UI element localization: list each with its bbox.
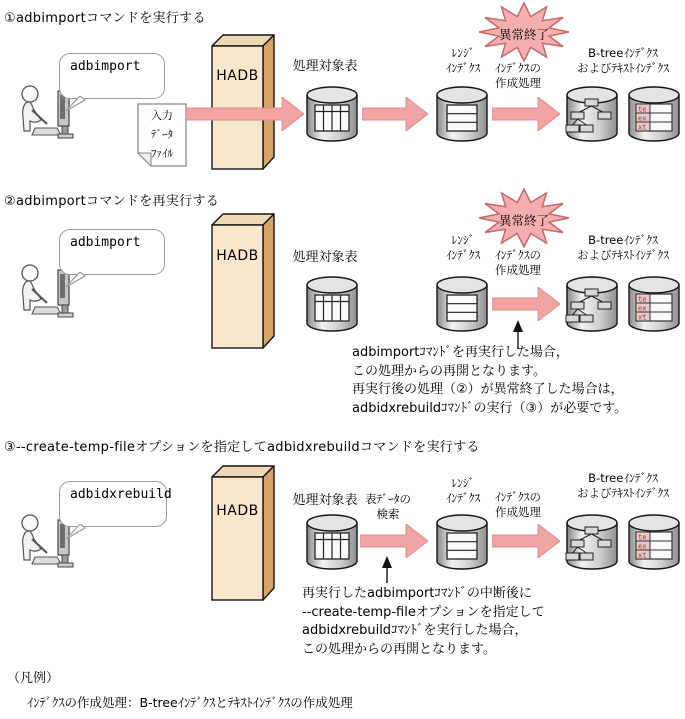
monitor-base: [58, 313, 73, 317]
arrow-shape: [492, 524, 560, 558]
hadb-box-front: [212, 225, 263, 348]
rows-icon: [447, 105, 477, 131]
btree-text-index-label: [558, 46, 685, 76]
btree-label-line1: B-treeｲﾝﾃﾞｸｽ: [588, 46, 658, 60]
index-create-arrow: [492, 97, 560, 131]
section2-note: [352, 344, 627, 418]
range-index-cylinder: [435, 85, 489, 143]
command-bubble: [59, 481, 172, 527]
index-create-line1: ｲﾝﾃﾞｸｽの: [495, 248, 541, 262]
bubble-tail-shape: [66, 272, 85, 287]
legend-title: （凡例）: [7, 671, 60, 686]
cylinder-top: [437, 87, 487, 103]
callout-up-arrow: [381, 556, 393, 583]
cylinder-top: [629, 277, 679, 293]
target-table-label: 処理対象表: [292, 493, 358, 508]
arrow-shape: [362, 97, 428, 131]
section3-note: [302, 585, 545, 659]
cylinder-top: [629, 515, 679, 531]
cylinder-top: [307, 515, 357, 531]
note-line: 再実行したadbimportｺﾏﾝﾄﾞの中断後に: [302, 586, 532, 601]
range-index-line2: ｲﾝﾃﾞｸｽ: [445, 248, 481, 262]
range-index-cylinder: [435, 513, 489, 571]
note-line: adbidxrebuildｺﾏﾝﾄﾞの実行（③）が必要です。: [352, 400, 628, 416]
index-create-line1: ｲﾝﾃﾞｸｽの: [495, 61, 541, 75]
bubble-tail-shape: [66, 524, 85, 539]
index-create-line2: 作成処理: [495, 263, 541, 277]
section2-title: ②adbimportコマンドを再実行する: [4, 194, 220, 209]
input-file-line2: ﾃﾞｰﾀ: [151, 128, 173, 141]
hadb-box-side: [263, 214, 274, 348]
arrowhead: [382, 556, 392, 568]
hadb-server-box: [211, 464, 277, 602]
note-line: --create-temp-fileオプションを指定して: [302, 604, 545, 620]
search-label-line2: 検索: [376, 507, 400, 521]
text-index-cell: xt: [638, 551, 647, 560]
monitor-stand: [62, 555, 68, 563]
bubble-tail-shape: [66, 96, 85, 111]
command-text: adbimport: [70, 59, 141, 74]
hadb-server-box: [211, 212, 277, 350]
monitor-base: [58, 134, 73, 138]
hadb-label: HADB: [216, 248, 259, 264]
keyboard-icon: [32, 128, 61, 135]
arrow-shape: [492, 97, 560, 131]
text-index-cell: ex: [638, 542, 647, 551]
person-head: [22, 86, 38, 102]
legend-entry: ｲﾝﾃﾞｸｽの作成処理：B-treeｲﾝﾃﾞｸｽとﾃｷｽﾄｲﾝﾃﾞｸｽの作成処理: [27, 695, 353, 710]
arrow-stem: [386, 567, 387, 583]
btree-index-cylinder: [565, 513, 619, 571]
btree-label-line1: B-treeｲﾝﾃﾞｸｽ: [588, 471, 658, 485]
monitor-stand: [62, 126, 68, 134]
note-line: adbimportｺﾏﾝﾄﾞを再実行した場合，: [352, 345, 569, 360]
section3-title: ③--create-temp-fileオプションを指定してadbidxrebuildコマンドを実行する: [4, 440, 480, 455]
btree-label-line2: およびﾃｷｽﾄｲﾝﾃﾞｸｽ: [577, 248, 669, 262]
range-index-cylinder: [435, 275, 489, 333]
target-table-cylinder: [305, 85, 359, 143]
text-index-cell: xt: [638, 313, 647, 322]
index-create-label: [487, 61, 549, 91]
search-label-line1: 表ﾃﾞｰﾀの: [365, 492, 411, 506]
hadb-label: HADB: [216, 503, 259, 519]
index-create-label: [487, 490, 549, 520]
btree-index-cylinder: [565, 85, 619, 143]
arrow-shape: [492, 287, 560, 321]
person-head: [22, 515, 38, 531]
hadb-box-front: [212, 477, 263, 600]
cylinder-top: [629, 87, 679, 103]
rows-icon: [447, 295, 477, 321]
btree-text-index-label: [558, 233, 685, 263]
command-bubble: [59, 53, 165, 99]
abnormal-end-label: 異常終了: [498, 27, 549, 42]
text-index-cell: te: [638, 295, 647, 304]
range-index-label: [434, 476, 492, 506]
text-index-cylinder: [627, 513, 681, 571]
index-create-line1: ｲﾝﾃﾞｸｽの: [495, 490, 541, 504]
command-text: adbidxrebuild: [70, 487, 172, 502]
btree-index-cylinder: [565, 275, 619, 333]
table-data-search-label: [356, 492, 420, 522]
text-index-cell: te: [638, 533, 647, 542]
abnormal-end-label: 異常終了: [498, 213, 549, 228]
import-flow-arrow: [186, 97, 304, 131]
index-create-line2: 作成処理: [495, 505, 541, 519]
hadb-box-side: [263, 466, 274, 600]
cylinder-top: [307, 87, 357, 103]
bubble-tail: [66, 524, 86, 540]
index-create-line2: 作成処理: [495, 76, 541, 90]
monitor-screen: [60, 274, 65, 298]
arrow-shape: [360, 524, 428, 558]
keyboard-icon: [32, 557, 61, 564]
btree-label-line2: およびﾃｷｽﾄｲﾝﾃﾞｸｽ: [577, 61, 669, 75]
text-index-cell: ex: [638, 114, 647, 123]
monitor-screen: [60, 95, 65, 119]
monitor-stand: [62, 305, 68, 313]
note-line: この処理からの再開となります。: [302, 641, 496, 657]
index-create-arrow: [492, 524, 560, 558]
range-index-line1: ﾚﾝｼﾞ: [451, 476, 475, 490]
btree-label-line1: B-treeｲﾝﾃﾞｸｽ: [588, 233, 658, 247]
arrow-shape: [186, 97, 304, 131]
command-bubble: [59, 229, 165, 275]
range-index-line2: ｲﾝﾃﾞｸｽ: [445, 61, 481, 75]
target-table-label: 処理対象表: [292, 59, 358, 74]
cylinder-top: [307, 277, 357, 293]
range-index-line2: ｲﾝﾃﾞｸｽ: [445, 491, 481, 505]
input-file-label: [137, 106, 187, 163]
target-table-cylinder: [305, 513, 359, 571]
person-head: [22, 265, 38, 281]
btree-text-index-label: [558, 471, 685, 501]
monitor-base: [58, 563, 73, 567]
command-text: adbimport: [70, 235, 141, 250]
index-create-label: [487, 248, 549, 278]
hadb-label: HADB: [216, 68, 259, 84]
bubble-tail: [66, 272, 86, 288]
input-file-line3: ﾌｧｲﾙ: [151, 147, 173, 160]
range-index-line1: ﾚﾝｼﾞ: [451, 233, 475, 247]
monitor-screen: [60, 524, 65, 548]
table-search-arrow: [360, 524, 428, 558]
text-index-cylinder: [627, 85, 681, 143]
text-index-cylinder: [627, 275, 681, 333]
keyboard-icon: [32, 307, 61, 314]
note-line: この処理からの再開となります。: [352, 363, 546, 379]
cylinder-top: [437, 515, 487, 531]
flow-arrow: [362, 97, 428, 131]
index-create-arrow: [492, 287, 560, 321]
btree-label-line2: およびﾃｷｽﾄｲﾝﾃﾞｸｽ: [577, 486, 669, 500]
text-index-cell: xt: [638, 123, 647, 132]
text-index-cell: te: [638, 105, 647, 114]
target-table-label: 処理対象表: [292, 250, 358, 265]
rows-icon: [447, 533, 477, 559]
text-index-cell: ex: [638, 304, 647, 313]
section1-title: ①adbimportコマンドを実行する: [4, 11, 206, 26]
cylinder-top: [437, 277, 487, 293]
note-line: adbidxrebuildｺﾏﾝﾄﾞを実行した場合，: [302, 623, 528, 638]
bubble-tail: [66, 96, 86, 112]
input-file-line1: 入力: [151, 109, 173, 122]
note-line: 再実行後の処理（②）が異常終了した場合は，: [352, 382, 624, 397]
target-table-cylinder: [305, 275, 359, 333]
arrowhead: [513, 320, 523, 332]
range-index-line1: ﾚﾝｼﾞ: [451, 46, 475, 60]
